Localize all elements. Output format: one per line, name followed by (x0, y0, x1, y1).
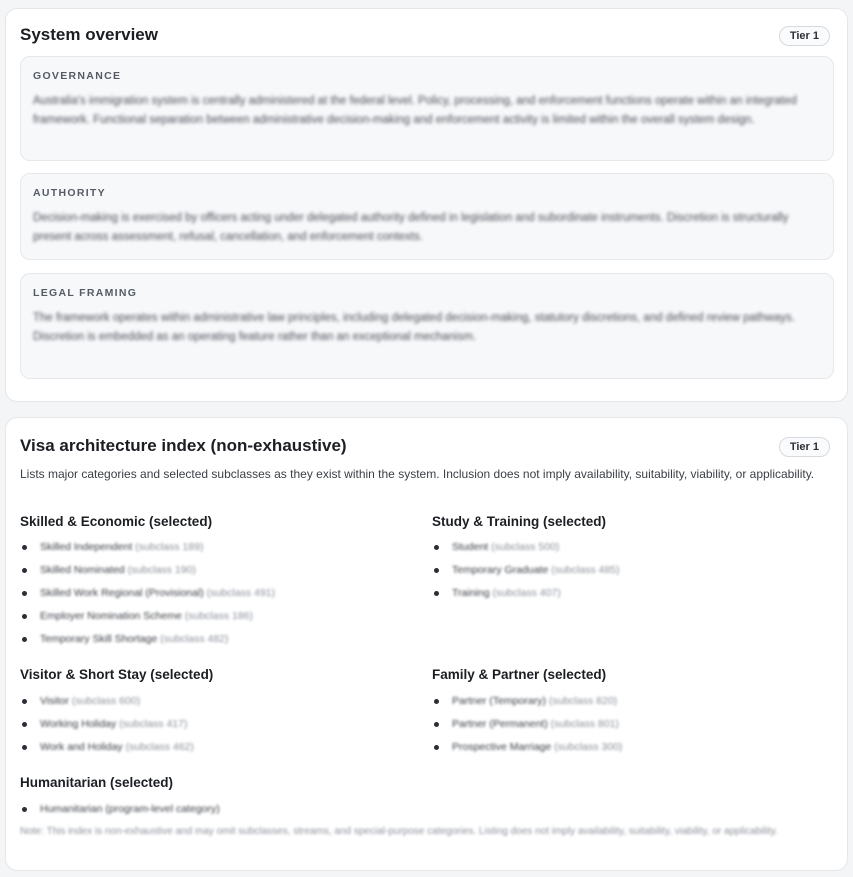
visa-intro-text: Lists major categories and selected subclasses as they exist within the system. Inclusion does not imply availability, suitability, viability, or applicability. (20, 467, 815, 481)
list-item: Temporary Graduate (subclass 485) (432, 559, 620, 582)
bullet-icon (22, 614, 27, 619)
list-item: Working Holiday (subclass 417) (20, 713, 194, 736)
bullet-icon (434, 722, 439, 727)
visitor-short-stay-heading: Visitor & Short Stay (selected) (20, 667, 214, 682)
visa-architecture-card (5, 417, 848, 871)
governance-text: Australia's immigration system is centrally administered at the federal level. Policy, processing, and enforcement functions operate within an integrated framework. Functional separation between administrative decision-making and enforcement activity is limited within the overall system design. (33, 95, 797, 126)
bullet-icon (22, 699, 27, 704)
tier-badge: Tier 1 (779, 437, 830, 457)
list-item: Humanitarian (program-level category) (20, 798, 220, 821)
list-item: Training (subclass 407) (432, 582, 620, 605)
visa-index-note: Note: This index is non-exhaustive and may omit subclasses, streams, and special-purpose categories. Listing does not imply availability, suitability, viability, or applicability. (20, 826, 778, 837)
humanitarian-heading: Humanitarian (selected) (20, 775, 174, 790)
bullet-icon (434, 568, 439, 573)
legal-framing-section (20, 273, 834, 379)
skilled-economic-list (20, 536, 275, 651)
bullet-icon (22, 591, 27, 596)
visa-architecture-title: Visa architecture index (non-exhaustive) (20, 436, 347, 455)
bullet-icon (434, 591, 439, 596)
bullet-icon (434, 745, 439, 750)
family-partner-heading: Family & Partner (selected) (432, 667, 607, 682)
governance-section (20, 56, 834, 161)
bullet-icon (22, 745, 27, 750)
study-training-list (432, 536, 620, 605)
tier-badge: Tier 1 (779, 26, 830, 46)
governance-label: GOVERNANCE (33, 70, 122, 82)
list-item: Partner (Permanent) (subclass 801) (432, 713, 622, 736)
list-item: Skilled Nominated (subclass 190) (20, 559, 275, 582)
list-item: Work and Holiday (subclass 462) (20, 736, 194, 759)
authority-section (20, 173, 834, 260)
authority-text: Decision-making is exercised by officers acting under delegated authority defined in legislation and subordinate instruments. Discretion is structurally present across assessment, refusal, cancellation, and enforcement contexts. (33, 212, 789, 243)
skilled-economic-heading: Skilled & Economic (selected) (20, 514, 213, 529)
humanitarian-list (20, 798, 220, 821)
legal-framing-text: The framework operates within administrative law principles, including delegated decision-making, statutory discretions, and defined review pathways. Discretion is embedded as an operating feature rather than an exceptional mechanism. (33, 312, 795, 343)
list-item: Partner (Temporary) (subclass 820) (432, 690, 622, 713)
list-item: Prospective Marriage (subclass 300) (432, 736, 622, 759)
list-item: Employer Nomination Scheme (subclass 186) (20, 605, 275, 628)
list-item: Visitor (subclass 600) (20, 690, 194, 713)
visitor-short-stay-list (20, 690, 194, 759)
list-item: Student (subclass 500) (432, 536, 620, 559)
study-training-heading: Study & Training (selected) (432, 514, 607, 529)
list-item: Skilled Work Regional (Provisional) (subclass 491) (20, 582, 275, 605)
family-partner-list (432, 690, 622, 759)
authority-label: AUTHORITY (33, 187, 106, 199)
bullet-icon (22, 637, 27, 642)
system-overview-card (5, 8, 848, 402)
system-overview-title: System overview (20, 25, 158, 44)
bullet-icon (22, 722, 27, 727)
bullet-icon (434, 545, 439, 550)
legal-framing-label: LEGAL FRAMING (33, 287, 138, 299)
list-item: Temporary Skill Shortage (subclass 482) (20, 628, 275, 651)
bullet-icon (22, 545, 27, 550)
bullet-icon (22, 807, 27, 812)
bullet-icon (434, 699, 439, 704)
bullet-icon (22, 568, 27, 573)
list-item: Skilled Independent (subclass 189) (20, 536, 275, 559)
